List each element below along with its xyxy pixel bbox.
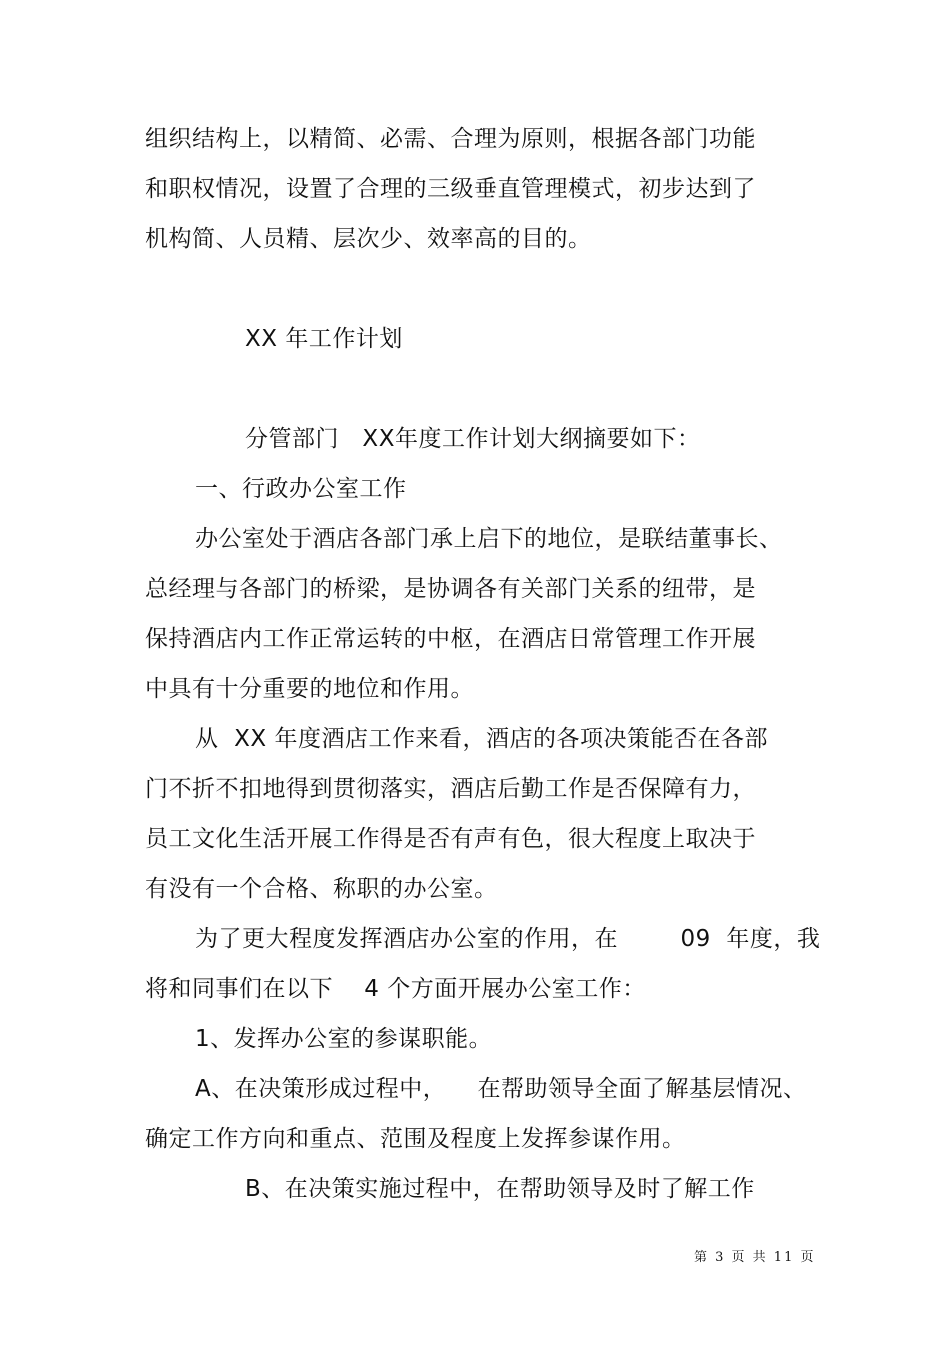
page-number-footer: 第 3 页 共 11 页 [694, 1250, 816, 1265]
list-item-a-cont: 确定工作方向和重点、范围及程度上发挥参谋作用。 [145, 1126, 686, 1152]
list-item-1: 1、发挥办公室的参谋职能。 [195, 1026, 493, 1052]
body-line-7: 办公室处于酒店各部门承上启下的地位，是联结董事长、 [195, 526, 783, 552]
list-item-a: A、在决策形成过程中， 在帮助领导全面了解基层情况、 [195, 1076, 807, 1102]
body-line-15: 为了更大程度发挥酒店办公室的作用，在 09 年度，我 [195, 926, 821, 952]
intro-line: 分管部门 XX年度工作计划大纲摘要如下： [245, 426, 701, 452]
body-line-10: 中具有十分重要的地位和作用。 [145, 676, 474, 702]
section-heading: XX 年工作计划 [245, 326, 403, 352]
body-line-3: 机构简、人员精、层次少、效率高的目的。 [145, 226, 592, 252]
body-line-12: 门不折不扣地得到贯彻落实，酒店后勤工作是否保障有力， [145, 776, 756, 802]
body-line-13: 员工文化生活开展工作得是否有声有色，很大程度上取决于 [145, 826, 756, 852]
body-line-8: 总经理与各部门的桥梁，是协调各有关部门关系的纽带，是 [145, 576, 756, 602]
body-line-14: 有没有一个合格、称职的办公室。 [145, 876, 498, 902]
body-line-1: 组织结构上，以精简、必需、合理为原则，根据各部门功能 [145, 126, 756, 152]
body-line-11: 从 XX 年度酒店工作来看，酒店的各项决策能否在各部 [195, 726, 768, 752]
body-line-16: 将和同事们在以下 4 个方面开展办公室工作： [145, 976, 646, 1002]
body-line-2: 和职权情况，设置了合理的三级垂直管理模式，初步达到了 [145, 176, 756, 202]
list-item-b: B、在决策实施过程中，在帮助领导及时了解工作 [245, 1176, 755, 1202]
body-line-9: 保持酒店内工作正常运转的中枢，在酒店日常管理工作开展 [145, 626, 756, 652]
subheading-admin-office: 一、行政办公室工作 [195, 476, 407, 502]
